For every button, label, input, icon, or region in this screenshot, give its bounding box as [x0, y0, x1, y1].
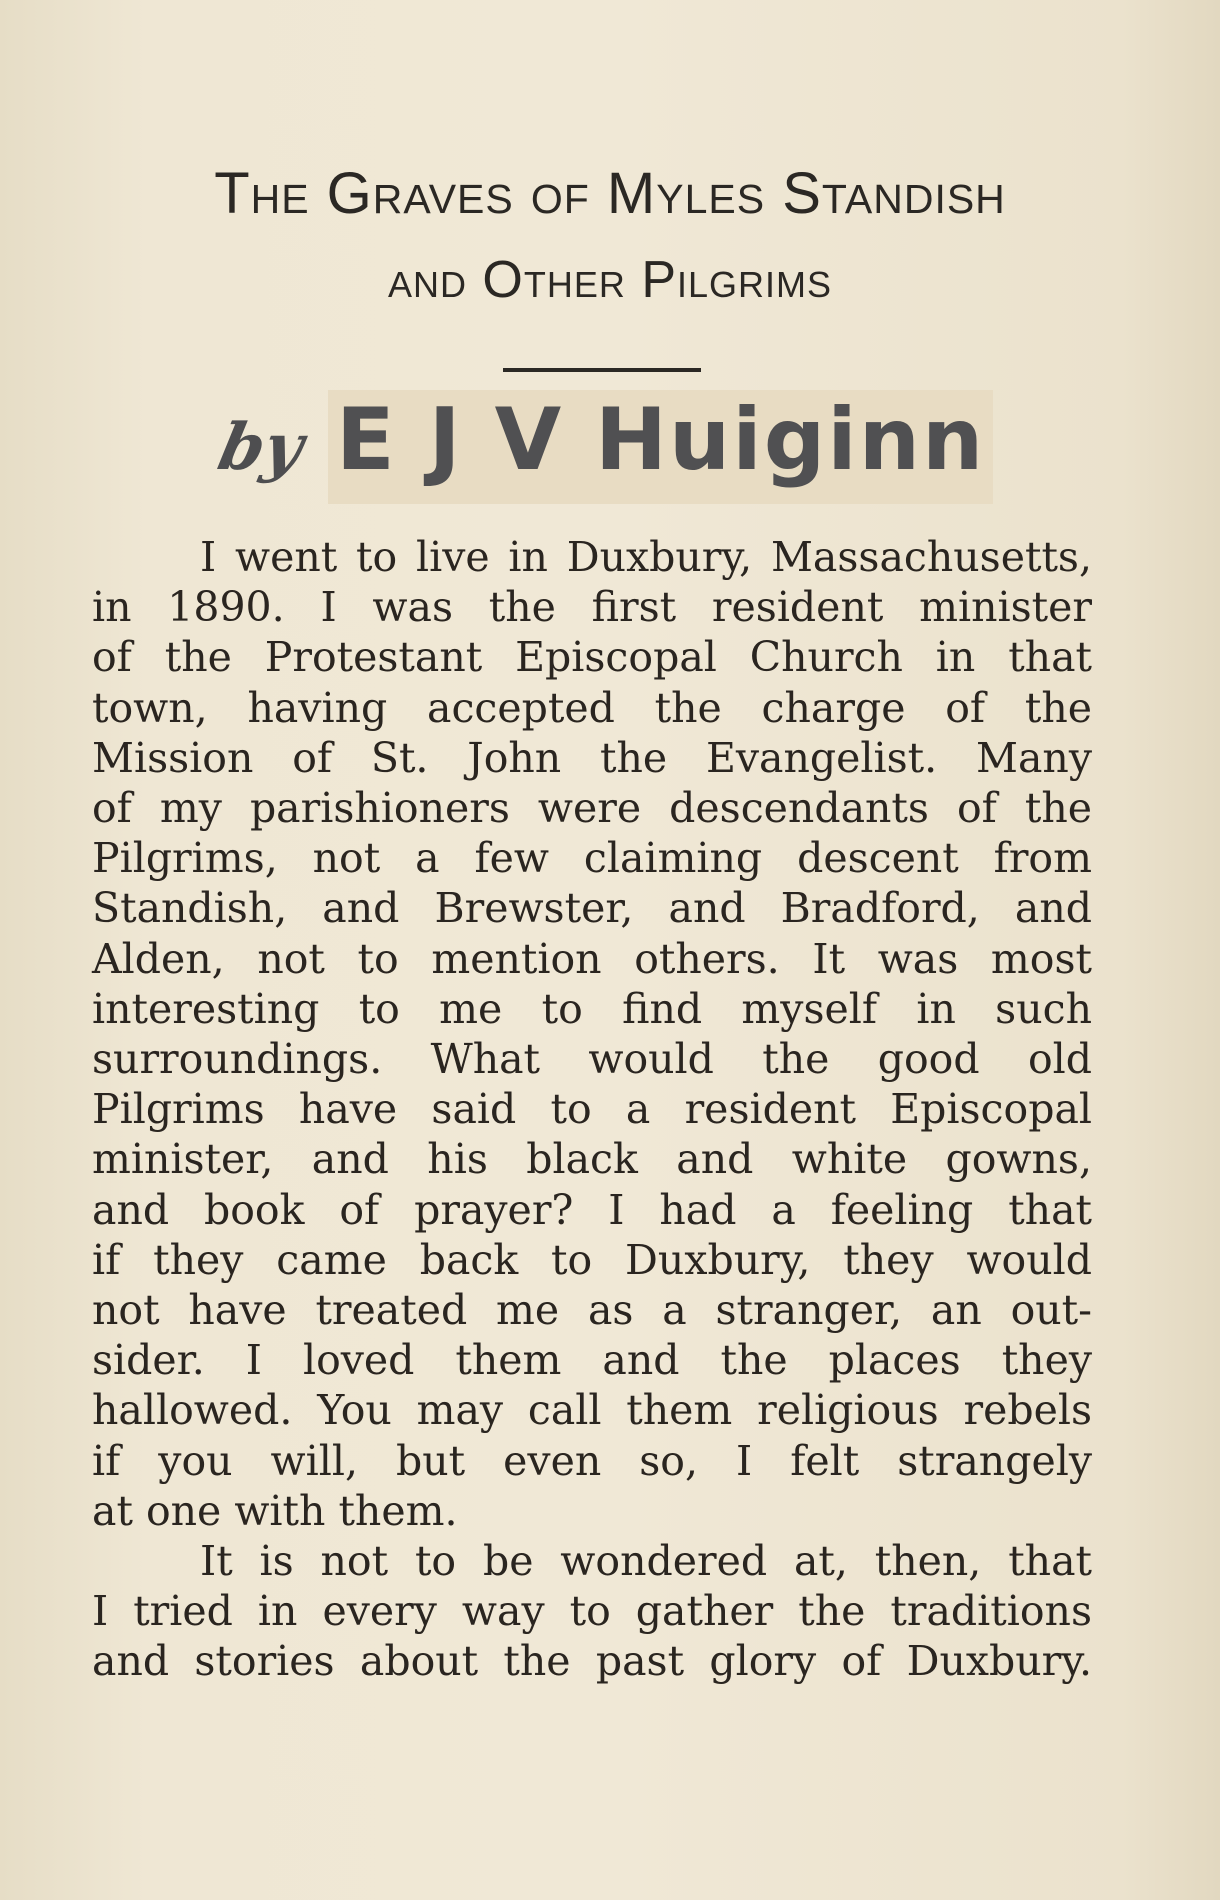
text-line: if you will, but even so, I felt strangely — [92, 1436, 1092, 1485]
text-line: It is not to be wondered at, then, that — [200, 1537, 1092, 1586]
text-line: of my parishioners were descendants of the — [92, 784, 1092, 833]
text-line: not have treated me as a stranger, an out- — [92, 1286, 1092, 1335]
text-line: Pilgrims have said to a resident Episcopal — [92, 1085, 1092, 1134]
byline — [212, 390, 993, 502]
text-line: interesting to me to find myself in such — [92, 984, 1092, 1033]
byline-prefix: by — [212, 409, 310, 485]
text-line: and book of prayer? I had a feeling that — [92, 1185, 1092, 1234]
text-line: minister, and his black and white gowns, — [92, 1135, 1092, 1184]
title-divider-rule — [503, 368, 701, 372]
text-line: Pilgrims, not a few claiming descent from — [92, 834, 1092, 883]
text-line: I went to live in Duxbury, Massachusetts, — [200, 533, 1092, 581]
body-text — [92, 532, 1092, 1687]
text-line: if they came back to Duxbury, they would — [92, 1235, 1092, 1284]
chapter-title-line-2: and Other Pilgrims — [387, 251, 833, 309]
text-line: in 1890. I was the first resident minister — [92, 583, 1092, 632]
text-line: Mission of St. John the Evangelist. Many — [92, 733, 1092, 782]
text-line: town, having accepted the charge of the — [92, 683, 1092, 732]
text-line: and stories about the past glory of Duxbury. — [92, 1637, 1092, 1686]
chapter-title-line-1: The Graves of Myles Standish — [214, 161, 1006, 226]
text-line: hallowed. You may call them religious rebels — [92, 1386, 1092, 1435]
text-line: of the Protestant Episcopal Church in that — [92, 633, 1092, 682]
text-line: sider. I loved them and the places they — [92, 1336, 1092, 1385]
text-line: surroundings. What would the good old — [92, 1035, 1092, 1084]
text-line: Alden, not to mention others. It was most — [92, 934, 1092, 983]
author-name: E J V Huiginn — [328, 390, 993, 504]
text-line: Standish, and Brewster, and Bradford, and — [92, 884, 1092, 933]
text-line: I tried in every way to gather the traditions — [92, 1587, 1092, 1636]
text-line: at one with them. — [92, 1486, 458, 1535]
